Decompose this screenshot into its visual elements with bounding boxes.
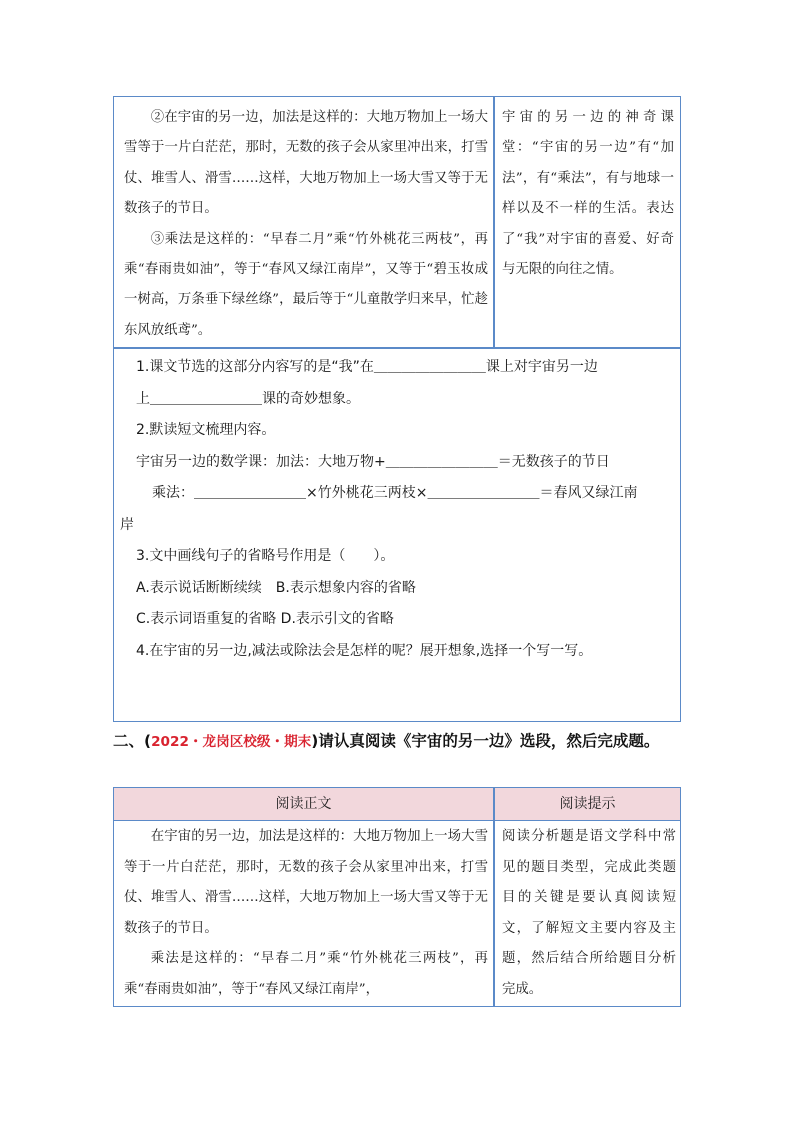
passage-text — [124, 103, 488, 346]
question-3: 3.文中画线句子的省略号作用是（ ）。 — [136, 548, 395, 564]
passage-text — [124, 822, 488, 1006]
question-2-multiplication-cont: 岸 — [120, 516, 134, 533]
questions-area — [120, 352, 672, 667]
question-3-options-cd: C.表示词语重复的省略 D.表示引文的省略 — [136, 611, 394, 627]
section-2-heading — [113, 726, 687, 758]
reading-table-section-2 — [113, 787, 681, 1007]
passage-paragraph-2: ②在宇宙的另一边，加法是这样的：大地万物加上一场大雪等于一片白茫茫，那时，无数的孩子会从家里冲出来，打雪仗、堆雪人、滑雪……这样，大地万物加上一场大雪又等于无数孩子的节日。 — [124, 110, 488, 217]
question-2: 2.默读短文梳理内容。 — [136, 422, 276, 438]
heading-prefix: 二、( — [113, 732, 152, 750]
column-divider — [493, 788, 495, 1006]
question-4: 4.在宇宙的另一边,减法或除法会是怎样的呢？展开想象,选择一个写一写。 — [136, 642, 593, 659]
question-2-multiplication: 乘法：＿＿＿＿＿＿＿＿×竹外桃花三两枝×＿＿＿＿＿＿＿＿＝春风又绿江南 — [152, 485, 638, 501]
heading-text: )请认真阅读《宇宙的另一边》选段，然后完成题。 — [311, 732, 660, 750]
reading-table-section-1 — [113, 96, 681, 722]
question-3-options-ab: A.表示说话断断续续 B.表示想象内容的省略 — [136, 579, 416, 596]
question-1-line-2: 上＿＿＿＿＿＿＿＿课的奇妙想象。 — [136, 390, 360, 407]
row-divider — [114, 347, 680, 349]
heading-source: 2022・龙岗区校级・期末 — [151, 734, 312, 750]
header-reading-text: 阅读正文 — [275, 796, 332, 812]
column-divider — [493, 97, 495, 349]
question-2-addition: 宇宙另一边的数学课：加法：大地万物+＿＿＿＿＿＿＿＿＝无数孩子的节日 — [136, 453, 610, 470]
reading-hint: 阅读分析题是语文学科中常见的题目类型，完成此类题目的关键是要认真阅读短文，了解短文主要内容及主题，然后结合所给题目分析完成。 — [502, 829, 676, 997]
header-reading-hint: 阅读提示 — [559, 796, 616, 812]
passage-paragraph-3: ③乘法是这样的：“早春二月”乘“竹外桃花三两枝”，再乘“春雨贵如油”，等于“春风又绿江南岸”，又等于“碧玉妆成一树高，万条垂下绿丝绦”，最后等于“儿童散学归来早，忙趁东风放纸鸢”。 — [124, 231, 488, 338]
passage-paragraph-2: 乘法是这样的：“早春二月”乘“竹外桃花三两枝”，再乘“春雨贵如油”，等于“春风又绿江南岸”， — [124, 951, 488, 997]
passage-paragraph-1: 在宇宙的另一边，加法是这样的：大地万物加上一场大雪等于一片白茫茫，那时，无数的孩子会从家里冲出来，打雪仗、堆雪人、滑雪……这样，大地万物加上一场大雪又等于无数孩子的节日。 — [124, 829, 488, 936]
reading-hint: 宇宙的另一边的神奇课堂：“宇宙的另一边”有“加法”，有“乘法”，有与地球一样以及不一样的生活。表达了“我”对宇宙的喜爱、好奇与无限的向往之情。 — [502, 110, 674, 278]
question-1-line-1: 1.课文节选的这部分内容写的是“我”在＿＿＿＿＿＿＿＿课上对宇宙另一边 — [136, 359, 598, 375]
